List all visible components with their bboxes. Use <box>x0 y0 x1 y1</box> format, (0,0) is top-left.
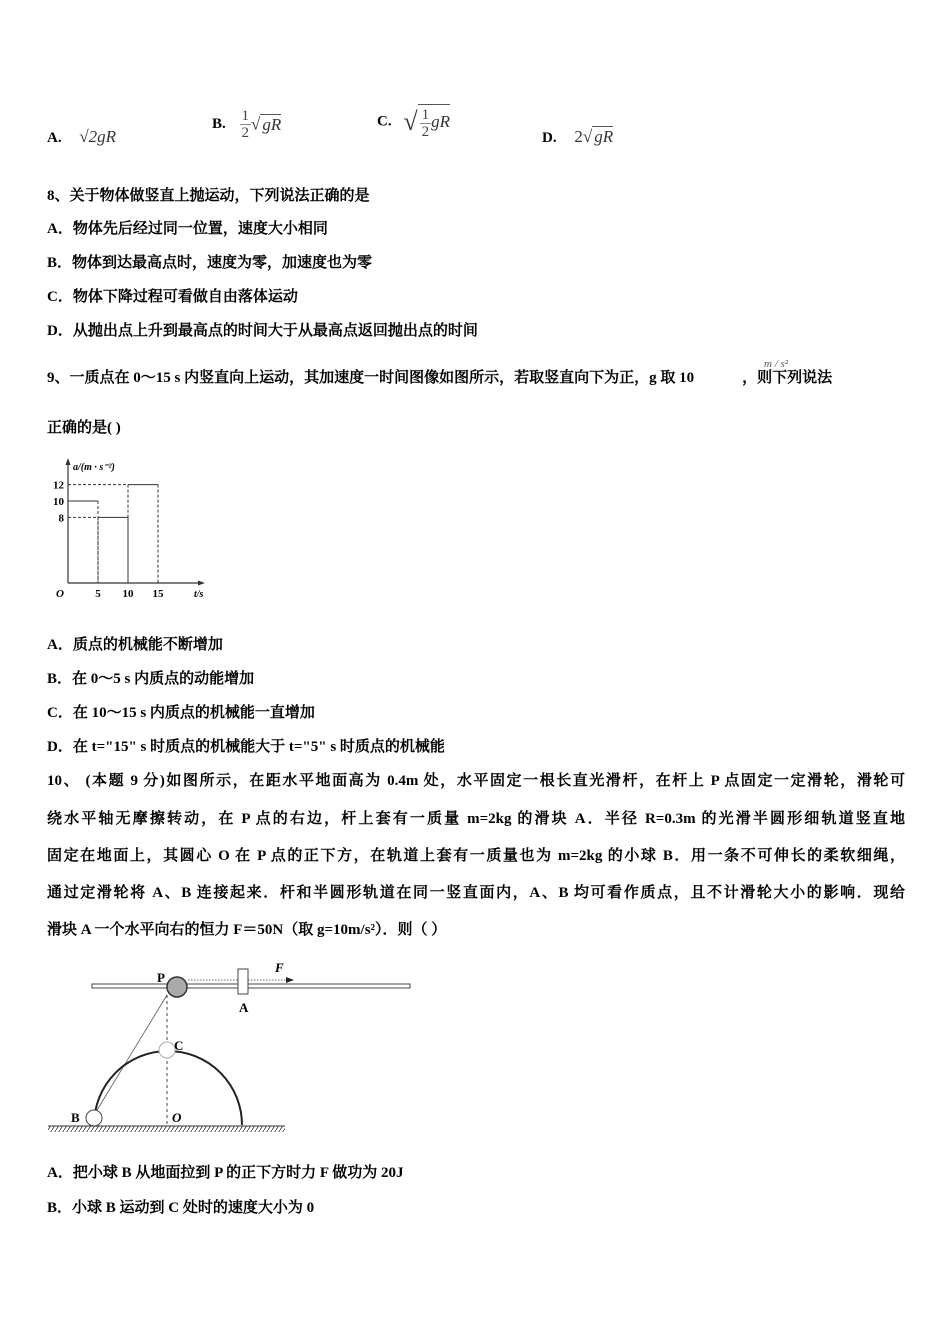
q8-option-c: C．物体下降过程可看做自由落体运动 <box>47 289 298 305</box>
string <box>94 995 167 1115</box>
x-axis-label: t/s <box>194 589 204 600</box>
label-f: F <box>275 960 284 975</box>
x-tick-label: 5 <box>95 588 101 600</box>
option-label: D. <box>542 130 557 146</box>
x-tick-label: 10 <box>122 588 134 600</box>
q10-option-a: A．把小球 B 从地面拉到 P 的正下方时力 F 做功为 20J <box>47 1165 404 1181</box>
origin-label: O <box>56 588 64 600</box>
y-tick-label: 8 <box>58 512 64 525</box>
y-tick-label: 12 <box>53 479 64 492</box>
q7-option-c: C. √ $\frac{1}{2}$ gR <box>377 104 450 140</box>
fraction <box>240 108 252 141</box>
q9-option-c: C．在 10～15 s 内质点的机械能一直增加 <box>47 705 315 721</box>
label-a: A <box>239 1000 249 1015</box>
option-expr: √2gR <box>79 127 117 146</box>
q10-stem-line: 绕水平轴无摩擦转动，在 P 点的右边，杆上套有一质量 m=2kg 的滑块 A．半径 R=0.3m 的光滑半圆形细轨道竖直地 <box>47 811 905 827</box>
label-o: O <box>172 1110 182 1125</box>
rod <box>92 984 410 988</box>
ground <box>48 1126 285 1132</box>
denominator: 2 <box>421 124 430 140</box>
q9-stem-tail: ，则下列说法 <box>742 370 833 386</box>
coefficient: 2 <box>574 127 583 146</box>
q8-stem: 8、关于物体做竖直上抛运动，下列说法正确的是 <box>47 188 370 204</box>
label-b: B <box>71 1110 80 1125</box>
numerator: 1 <box>421 107 430 123</box>
option-label: A. <box>47 130 62 146</box>
q9-option-b: B．在 0～5 s 内质点的动能增加 <box>47 671 255 687</box>
option-expr: gR <box>262 114 282 134</box>
x-tick-label: 15 <box>152 588 164 600</box>
q8-option-d: D．从抛出点上升到最高点的时间大于从最高点返回抛出点的时间 <box>47 323 478 339</box>
q10-option-b: B．小球 B 运动到 C 处时的速度大小为 0 <box>47 1200 315 1216</box>
pulley-p <box>167 977 187 997</box>
q9-stem-text: 9、一质点在 0～15 s 内竖直向上运动，其加速度一时间图像如图所示，若取竖直向下为正，g 取 10 <box>47 370 695 386</box>
q8-option-b: B．物体到达最高点时，速度为零，加速度也为零 <box>47 255 373 271</box>
fraction <box>420 107 432 140</box>
y-axis-label: a/(m · s⁻²) <box>73 462 115 473</box>
pulley-track-diagram <box>40 950 420 1140</box>
option-label: C. <box>377 113 392 130</box>
option-expr: gR <box>431 111 451 131</box>
q9-unit: m / s² <box>764 358 789 370</box>
q9-option-d: D．在 t="15" s 时质点的机械能大于 t="5" s 时质点的机械能 <box>47 739 445 755</box>
x-axis-arrow <box>198 581 205 586</box>
label-c: C <box>174 1038 184 1053</box>
q9-option-a: A．质点的机械能不断增加 <box>47 637 223 653</box>
q10-stem-line: 通过定滑轮将 A、B 连接起来．杆和半圆形轨道在同一竖直面内，A、B 均可看作质点，且不计滑轮大小的影响．现给 <box>47 885 905 901</box>
numerator: 1 <box>241 108 250 124</box>
q9-stem-line1 <box>47 368 832 388</box>
option-expr: gR <box>594 127 614 146</box>
force-arrow-head <box>286 977 294 983</box>
q9-stem-line2: 正确的是( ) <box>47 420 121 436</box>
denominator: 2 <box>241 125 250 141</box>
ball-b <box>86 1110 102 1126</box>
q7-option-b: B. $\frac{1}{2}$ √ gR <box>212 108 282 141</box>
label-p: P <box>157 970 165 985</box>
ball-c <box>159 1042 175 1058</box>
slider-a <box>238 969 248 994</box>
q8-option-a: A．物体先后经过同一位置，速度大小相同 <box>47 221 328 237</box>
y-tick-label: 10 <box>53 496 64 508</box>
y-axis-arrow <box>66 458 71 465</box>
q7-option-a <box>47 127 116 147</box>
q10-stem-line: 固定在地面上，其圆心 O 在 P 点的正下方，在轨道上套有一质量也为 m=2kg 的小球 B．用一条不可伸长的柔软细绳， <box>47 848 905 864</box>
q7-option-d: D. 2√ gR <box>542 127 614 146</box>
q10-stem-line: 10、 (本题 9 分)如图所示，在距水平地面高为 0.4m 处，水平固定一根长直光滑杆，在杆上 P 点固定一定滑轮，滑轮可 <box>47 773 905 789</box>
q10-stem-line: 滑块 A 一个水平向右的恒力 F＝50N（取 g=10m/s²）．则（ ） <box>47 922 447 938</box>
semicircle-track <box>94 1051 242 1125</box>
option-label: B. <box>212 116 226 132</box>
acceleration-time-chart <box>40 450 220 610</box>
